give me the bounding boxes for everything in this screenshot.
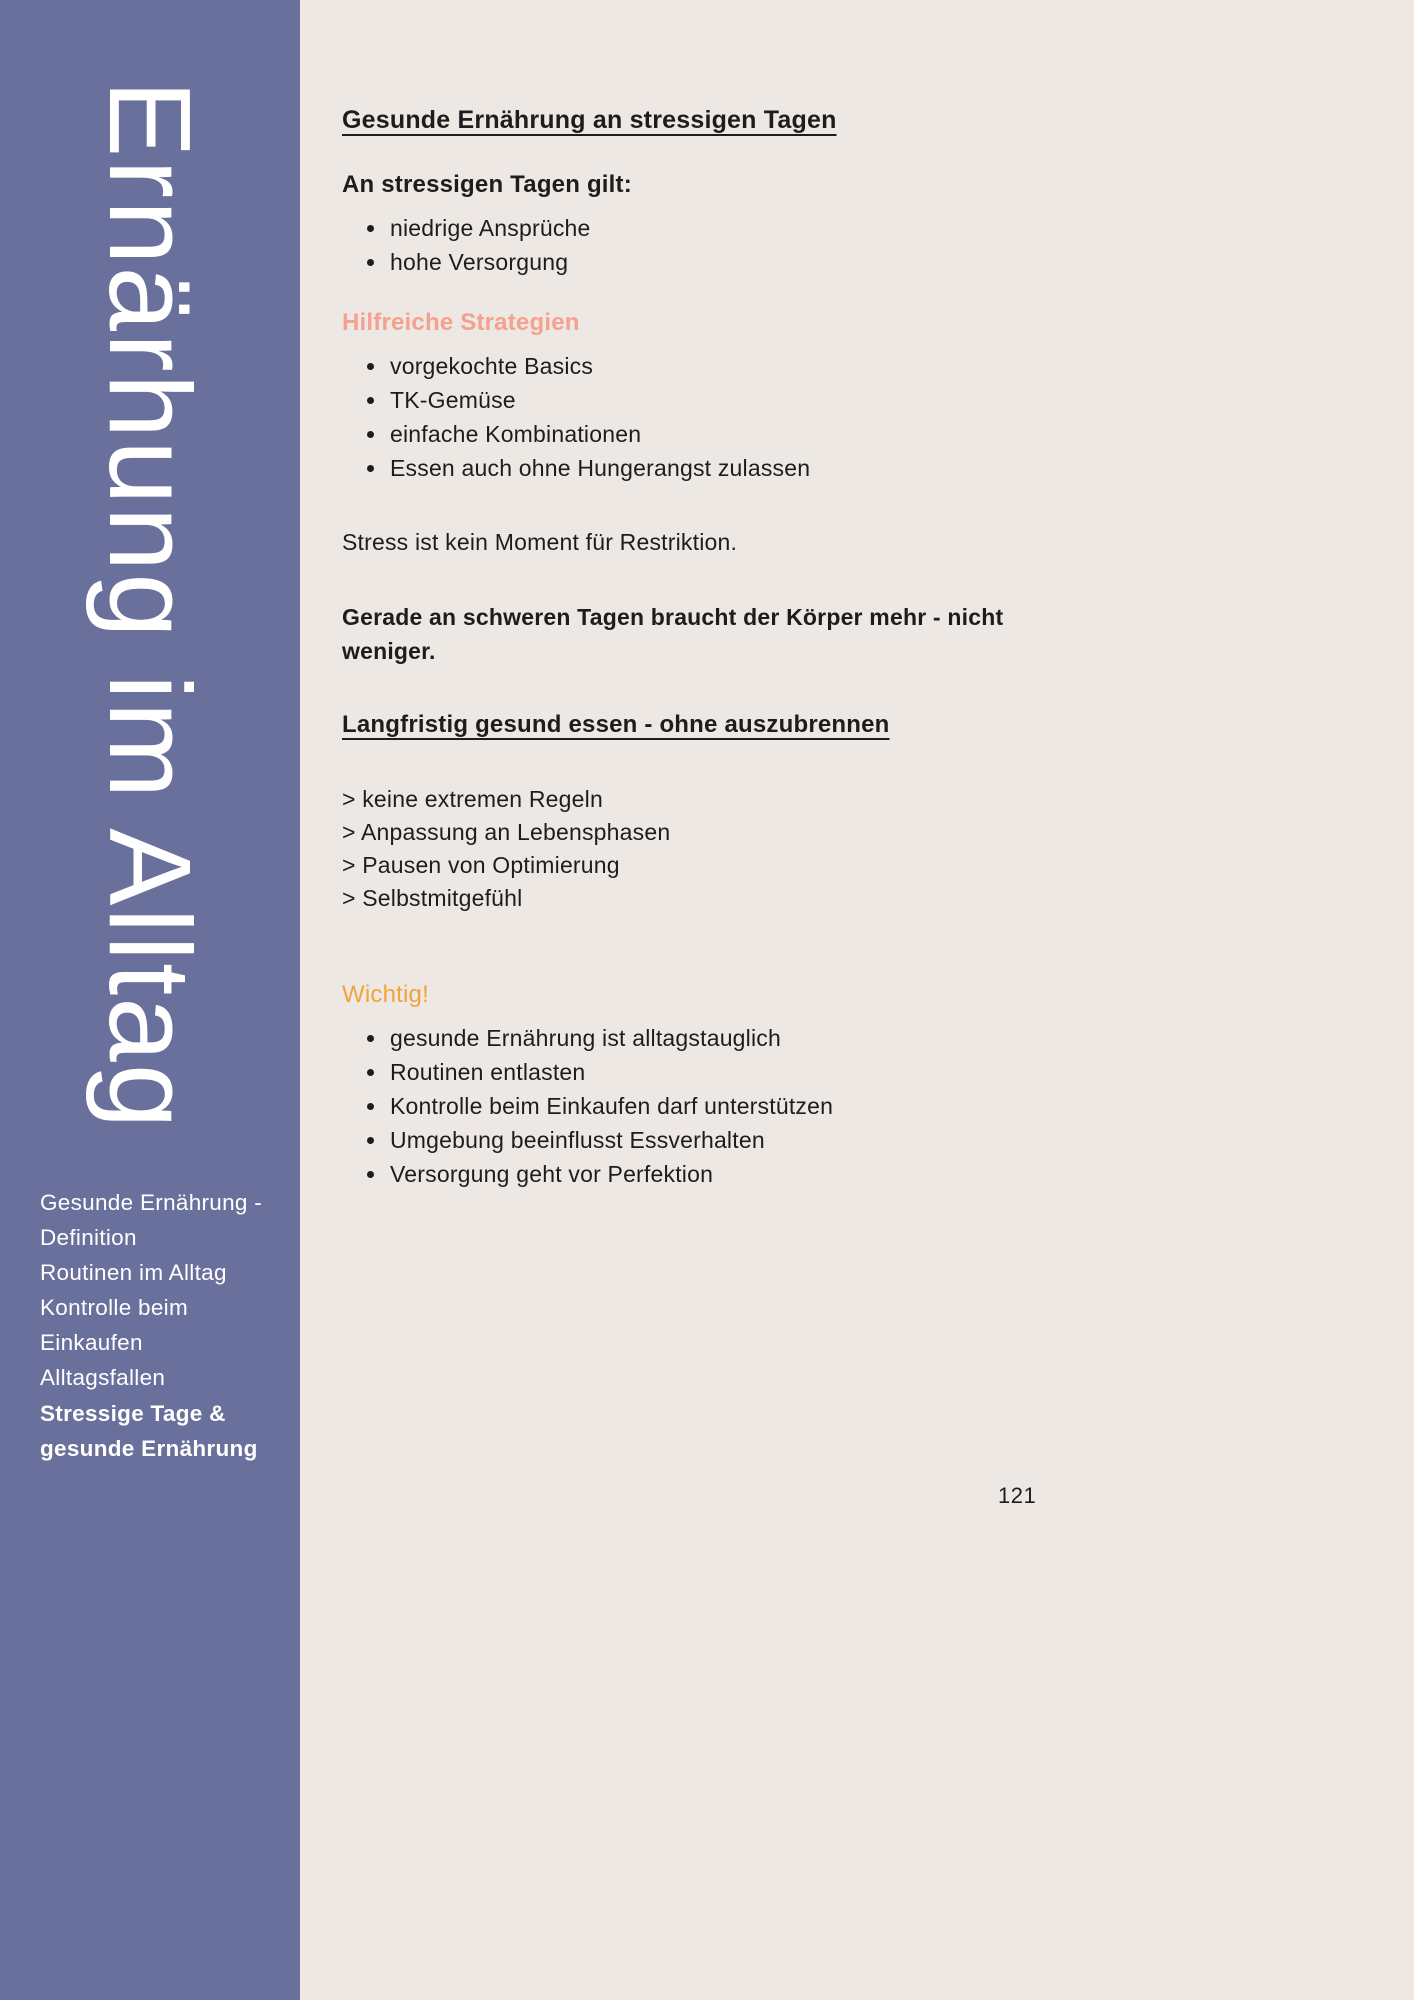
more-not-less-paragraph: Gerade an schweren Tagen braucht der Körper mehr - nicht weniger. <box>342 603 1004 664</box>
bullet-item: • Routinen entlasten <box>388 1055 1072 1089</box>
page-number: 121 <box>998 1483 1037 1508</box>
sidebar-topic-item: Kontrolle beim Einkaufen <box>40 1295 189 1356</box>
page-title: Gesunde Ernährung an stressigen Tagen <box>342 106 837 134</box>
sidebar <box>0 0 300 2000</box>
bullet-item: • gesunde Ernährung ist alltagstauglich <box>388 1021 1072 1055</box>
restriction-paragraph: Stress ist kein Moment für Restriktion. <box>342 529 738 555</box>
stress-days-bullet-list <box>342 211 1072 279</box>
chapter-vertical-title: Ernärhung im Alltag <box>85 80 215 1131</box>
strategies-bullet-list <box>342 349 1072 485</box>
important-heading: Wichtig! <box>342 980 429 1008</box>
bullet-item: • einfache Kombinationen <box>388 417 1072 451</box>
sidebar-topic-item: Routinen im Alltag <box>40 1260 227 1286</box>
bullet-item: • niedrige Ansprüche <box>388 211 1072 245</box>
arrow-list-item: > keine extremen Regeln <box>342 785 603 812</box>
strategies-heading: Hilfreiche Strategien <box>342 309 580 336</box>
bullet-item: • Versorgung geht vor Perfektion <box>388 1157 1072 1191</box>
bullet-item: • Essen auch ohne Hungerangst zulassen <box>388 451 1072 485</box>
longterm-arrow-list <box>342 783 1072 915</box>
main-content <box>342 0 1072 1191</box>
arrow-list-item: > Pausen von Optimierung <box>342 851 620 878</box>
sidebar-topic-item: Gesunde Ernährung - Definition <box>40 1190 263 1251</box>
sidebar-topic-list <box>40 1185 278 1466</box>
sidebar-topic-item: Stressige Tage & gesunde Ernährung <box>40 1400 258 1461</box>
stress-days-heading: An stressigen Tagen gilt: <box>342 171 632 198</box>
longterm-subtitle: Langfristig gesund essen - ohne auszubrennen <box>342 710 890 738</box>
bullet-item: • Kontrolle beim Einkaufen darf unterstützen <box>388 1089 1072 1123</box>
arrow-list-item: > Anpassung an Lebensphasen <box>342 818 671 845</box>
sidebar-topic-item: Alltagsfallen <box>40 1365 166 1391</box>
bullet-item: • TK-Gemüse <box>388 383 1072 417</box>
bullet-item: • hohe Versorgung <box>388 245 1072 279</box>
arrow-list-item: > Selbstmitgefühl <box>342 884 523 911</box>
bullet-item: • vorgekochte Basics <box>388 349 1072 383</box>
bullet-item: • Umgebung beeinflusst Essverhalten <box>388 1123 1072 1157</box>
important-bullet-list <box>342 1021 1072 1191</box>
